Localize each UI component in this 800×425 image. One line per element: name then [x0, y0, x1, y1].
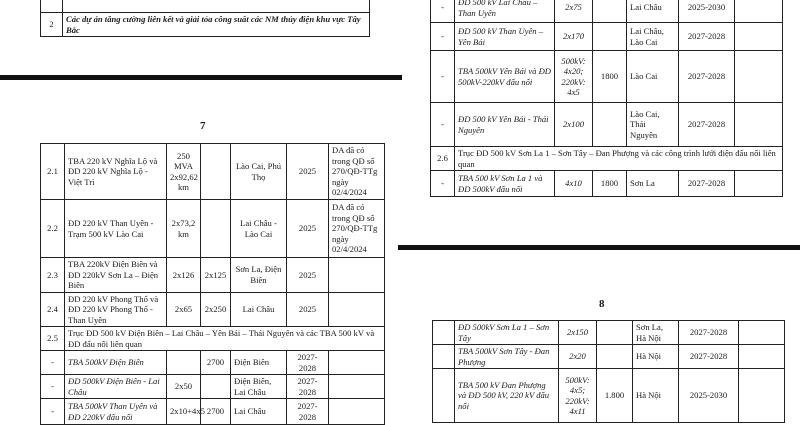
table-row: 2.4 ĐD 220 kV Phong Thổ và ĐD 220 kV Phong Thổ - Than Uyên 2x65 2x250 Lai Châu 2025	[41, 292, 385, 327]
table-row: - ĐD 500 kV Yên Bái - Thái Nguyên 2x100 Lào Cai, Thái Nguyên 2027-2028	[431, 103, 783, 147]
table-row: ĐD 500kV Sơn La 1 – Sơn Tây 2x150 Sơn La, Hà Nội 2027-2028	[433, 321, 785, 345]
section-title: Trục ĐD 500 kV Điện Biên – Lai Châu – Yên Bái – Thái Nguyên và các TBA 500 kV và ĐD đấu nối liên quan	[65, 327, 385, 351]
table-row: - TBA 500kV Than Uyên và ĐD 220kV đấu nối 2x10+4x5 2700 Lai Châu 2027-2028	[41, 399, 385, 425]
section-title: Trục ĐD 500 kV Sơn La 1 – Sơn Tây – Đan Phượng và các công trình lưới điện đấu nối liên quan	[455, 147, 783, 171]
row-number: 2	[41, 13, 63, 37]
table-row	[41, 0, 370, 13]
table-row	[41, 13, 370, 37]
top-left-panel	[0, 0, 405, 78]
table-row: - TBA 500kV Yên Bái và ĐD 500kV-220kV đấu nối 500kV: 4x20; 220kV: 4x5 1800 Lào Cai 2027-2028	[431, 51, 783, 103]
right-bottom-table	[432, 320, 785, 423]
table-row: - TBA 500kV Điện Biên 2700 Điện Biên 2027-2028	[41, 351, 385, 375]
section-row: 2.5 Trục ĐD 500 kV Điện Biên – Lai Châu – Yên Bái – Thái Nguyên và các TBA 500 kV và ĐD đấu nối liên quan	[41, 327, 385, 351]
table-row: 2.3 TBA 220kV Điện Biên và ĐD 220kV Sơn La – Điện Biên 2x126 2x125 Sơn La, Điện Biên 2025	[41, 258, 385, 293]
table-row: TBA 500 kV Đan Phượng và ĐD 500 kV, 220 kV đấu nối 500kV: 4x5; 220kV: 4x11 1.800 Hà Nội 2025-2030	[433, 369, 785, 423]
table-row: - TBA 500 kV Sơn La 1 và ĐD 500kV đấu nối 4x10 1800 Sơn La 2027-2028	[431, 171, 783, 197]
top-left-table	[40, 0, 370, 37]
right-top-table	[430, 0, 783, 197]
table-row: TBA 500kV Sơn Tây - Đan Phượng 2x20 Hà Nội 2027-2028	[433, 345, 785, 369]
right-top-panel	[402, 0, 800, 245]
page-number: 8	[599, 298, 605, 310]
left-page	[0, 80, 398, 420]
table-row: - ĐD 500kV Điện Biên - Lai Châu 2x50 Điện Biên, Lai Châu 2027-2028	[41, 375, 385, 399]
table-row: - ĐD 500 kV Lai Châu – Than Uyên 2x75 Lai Châu 2025-2030	[431, 0, 783, 23]
section-title: Các dự án tăng cường liên kết và giải tỏa công suất các NM thủy điện khu vực Tây Bắc	[63, 13, 370, 37]
left-table	[40, 143, 385, 425]
section-row: 2.6 Trục ĐD 500 kV Sơn La 1 – Sơn Tây – Đan Phượng và các công trình lưới điện đấu nối liên quan	[431, 147, 783, 171]
page-number: 7	[200, 120, 206, 132]
table-row: 2.1 TBA 220 kV Nghĩa Lộ và ĐD 220 kV Nghĩa Lộ - Việt Trì 250 MVA 2x92,62 km Lào Cai, Phú Thọ 2025 DA đã có trong QĐ số 270/QĐ-TTg ngày 02/4/2024	[41, 144, 385, 200]
right-bottom-page	[402, 250, 800, 420]
table-row: - ĐD 500 kV Than Uyên – Yên Bái 2x170 Lai Châu, Lào Cai 2027-2028	[431, 23, 783, 51]
table-row: 2.2 ĐD 220 kV Than Uyên - Trạm 500 kV Lào Cai 2x73,2 km Lai Châu - Lào Cai 2025 DA đã có trong QĐ số 270/QĐ-TTg ngày 02/4/2024	[41, 200, 385, 258]
